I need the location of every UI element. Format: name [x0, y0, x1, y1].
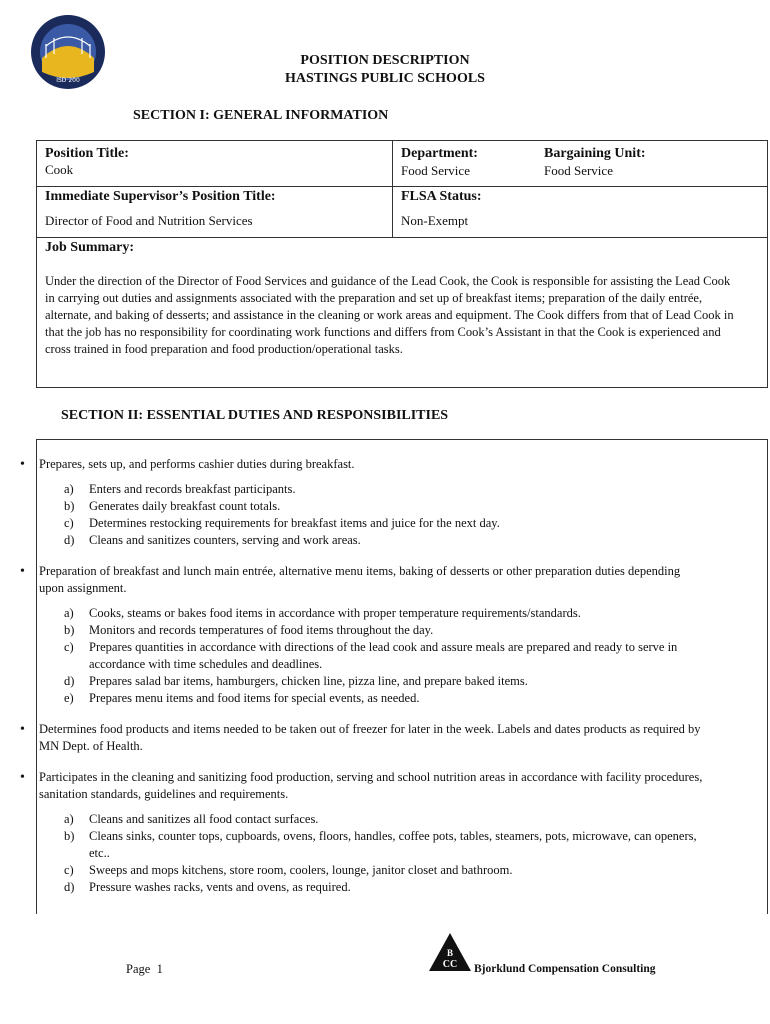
divider-vertical — [392, 141, 393, 237]
department-label: Department: — [401, 146, 478, 161]
svg-text:ISD 200: ISD 200 — [56, 77, 80, 84]
duty-subitem-letter: d) — [64, 533, 75, 547]
duty-text: • Participates in the cleaning and sanitizing food production, serving and school nutrition areas in accordance with facility procedures, sanitation standards, guidelines and requirements. — [39, 770, 703, 801]
duty-subitem-text: Cooks, steams or bakes food items in accordance with proper temperature requirements/standards. — [89, 606, 581, 620]
duty-subitem — [39, 605, 704, 622]
doc-title: POSITION DESCRIPTION — [300, 53, 470, 68]
position-title-label: Position Title: — [45, 146, 129, 161]
duty-sublist — [39, 605, 704, 707]
duty-subitem-text: Cleans and sanitizes all food contact surfaces. — [89, 812, 319, 826]
duty-subitem — [39, 639, 704, 673]
duty-subitem-letter: d) — [64, 674, 75, 688]
page-number: 1 — [156, 962, 163, 976]
bcc-company-name: Bjorklund Compensation Consulting — [474, 963, 656, 975]
general-info-box — [36, 140, 768, 388]
duty-sublist — [39, 481, 704, 549]
duty-subitem-letter: c) — [64, 640, 74, 654]
duty-sublist — [39, 811, 704, 896]
org-name: HASTINGS PUBLIC SCHOOLS — [285, 71, 485, 86]
duty-subitem-letter: a) — [64, 812, 74, 826]
department-value: Food Service — [401, 163, 470, 178]
duties-list — [39, 456, 729, 910]
divider-row2 — [37, 237, 767, 238]
duty-subitem — [39, 532, 704, 549]
duty-text: • Determines food products and items needed to be taken out of freezer for later in the week. Labels and dates products as required by MN Dept. of Health. — [39, 722, 701, 753]
duty-subitem-text: Cleans and sanitizes counters, serving and work areas. — [89, 533, 361, 547]
bargaining-label: Bargaining Unit: — [544, 146, 646, 161]
duty-item — [14, 769, 704, 896]
page-indicator — [126, 962, 163, 977]
duty-text: • Prepares, sets up, and performs cashier duties during breakfast. — [39, 457, 355, 471]
duty-subitem-text: Monitors and records temperatures of food items throughout the day. — [89, 623, 434, 637]
flsa-value: Non-Exempt — [401, 213, 469, 228]
supervisor-label: Immediate Supervisor’s Position Title: — [45, 189, 276, 204]
duty-subitem — [39, 622, 704, 639]
supervisor-value: Director of Food and Nutrition Services — [45, 213, 253, 228]
duty-item — [14, 563, 704, 707]
duty-subitem — [39, 811, 704, 828]
duty-subitem — [39, 879, 704, 896]
duty-subitem-letter: b) — [64, 829, 75, 843]
section1-title: SECTION I: GENERAL INFORMATION — [133, 108, 389, 123]
duty-item — [14, 456, 704, 549]
bargaining-value: Food Service — [544, 163, 613, 178]
duty-subitem-text: Cleans sinks, counter tops, cupboards, ovens, floors, handles, coffee pots, tables, steamers, pots, microwave, can openers, etc.. — [89, 829, 697, 860]
duty-subitem — [39, 673, 704, 690]
duty-subitem-letter: b) — [64, 499, 75, 513]
duty-subitem — [39, 481, 704, 498]
duty-subitem-letter: a) — [64, 482, 74, 496]
flsa-label: FLSA Status: — [401, 189, 482, 204]
duty-subitem-letter: d) — [64, 880, 75, 894]
duty-subitem — [39, 515, 704, 532]
duty-subitem-text: Generates daily breakfast count totals. — [89, 499, 281, 513]
summary-label: Job Summary: — [45, 240, 135, 255]
summary-text: Under the direction of the Director of Food Services and guidance of the Lead Cook, the Cook is responsible for assisting the Lead Cook in carrying out duties and assignments associated with the preparation and set up of breakfast items; preparation of the daily entrée, alternate, and baking of desserts; and assistance in the cleaning or work areas and equipment. The Cook differs from that of Lead Cook in that the job has no responsibility for coordinating work functions and differs from Cook’s Assistant in that the Cook is experienced and cross trained in food preparation and food production/operational tasks. — [45, 274, 734, 356]
duty-subitem — [39, 862, 704, 879]
duty-subitem-text: Determines restocking requirements for breakfast items and juice for the next day. — [89, 516, 500, 530]
duties-box — [36, 439, 768, 914]
duty-item — [14, 721, 704, 755]
duty-subitem-text: Prepares menu items and food items for special events, as needed. — [89, 691, 420, 705]
duty-subitem-letter: a) — [64, 606, 74, 620]
duty-subitem-letter: c) — [64, 863, 74, 877]
duty-subitem-text: Pressure washes racks, vents and ovens, as required. — [89, 880, 351, 894]
duty-subitem-text: Sweeps and mops kitchens, store room, coolers, lounge, janitor closet and bathroom. — [89, 863, 513, 877]
duty-subitem — [39, 498, 704, 515]
duty-subitem-text: Prepares salad bar items, hamburgers, chicken line, pizza line, and prepare baked items. — [89, 674, 528, 688]
duty-subitem-letter: e) — [64, 691, 74, 705]
bcc-logo — [428, 932, 472, 972]
duty-subitem-letter: c) — [64, 516, 74, 530]
divider-row1 — [37, 186, 767, 187]
duty-text: • Preparation of breakfast and lunch main entrée, alternative menu items, baking of desserts or other preparation duties depending upon assignment. — [39, 564, 681, 595]
duty-subitem-text: Enters and records breakfast participants. — [89, 482, 296, 496]
duty-subitem — [39, 690, 704, 707]
page-label: Page — [126, 962, 151, 976]
duty-subitem-text: Prepares quantities in accordance with directions of the lead cook and assure meals are prepared and ready to serve in accordance with time schedules and deadlines. — [89, 640, 678, 671]
section2-title: SECTION II: ESSENTIAL DUTIES AND RESPONSIBILITIES — [61, 408, 449, 423]
position-title-value: Cook — [45, 162, 74, 177]
svg-text:CC: CC — [442, 959, 458, 970]
svg-text:B: B — [446, 948, 454, 958]
duty-subitem-letter: b) — [64, 623, 75, 637]
duty-subitem — [39, 828, 704, 862]
